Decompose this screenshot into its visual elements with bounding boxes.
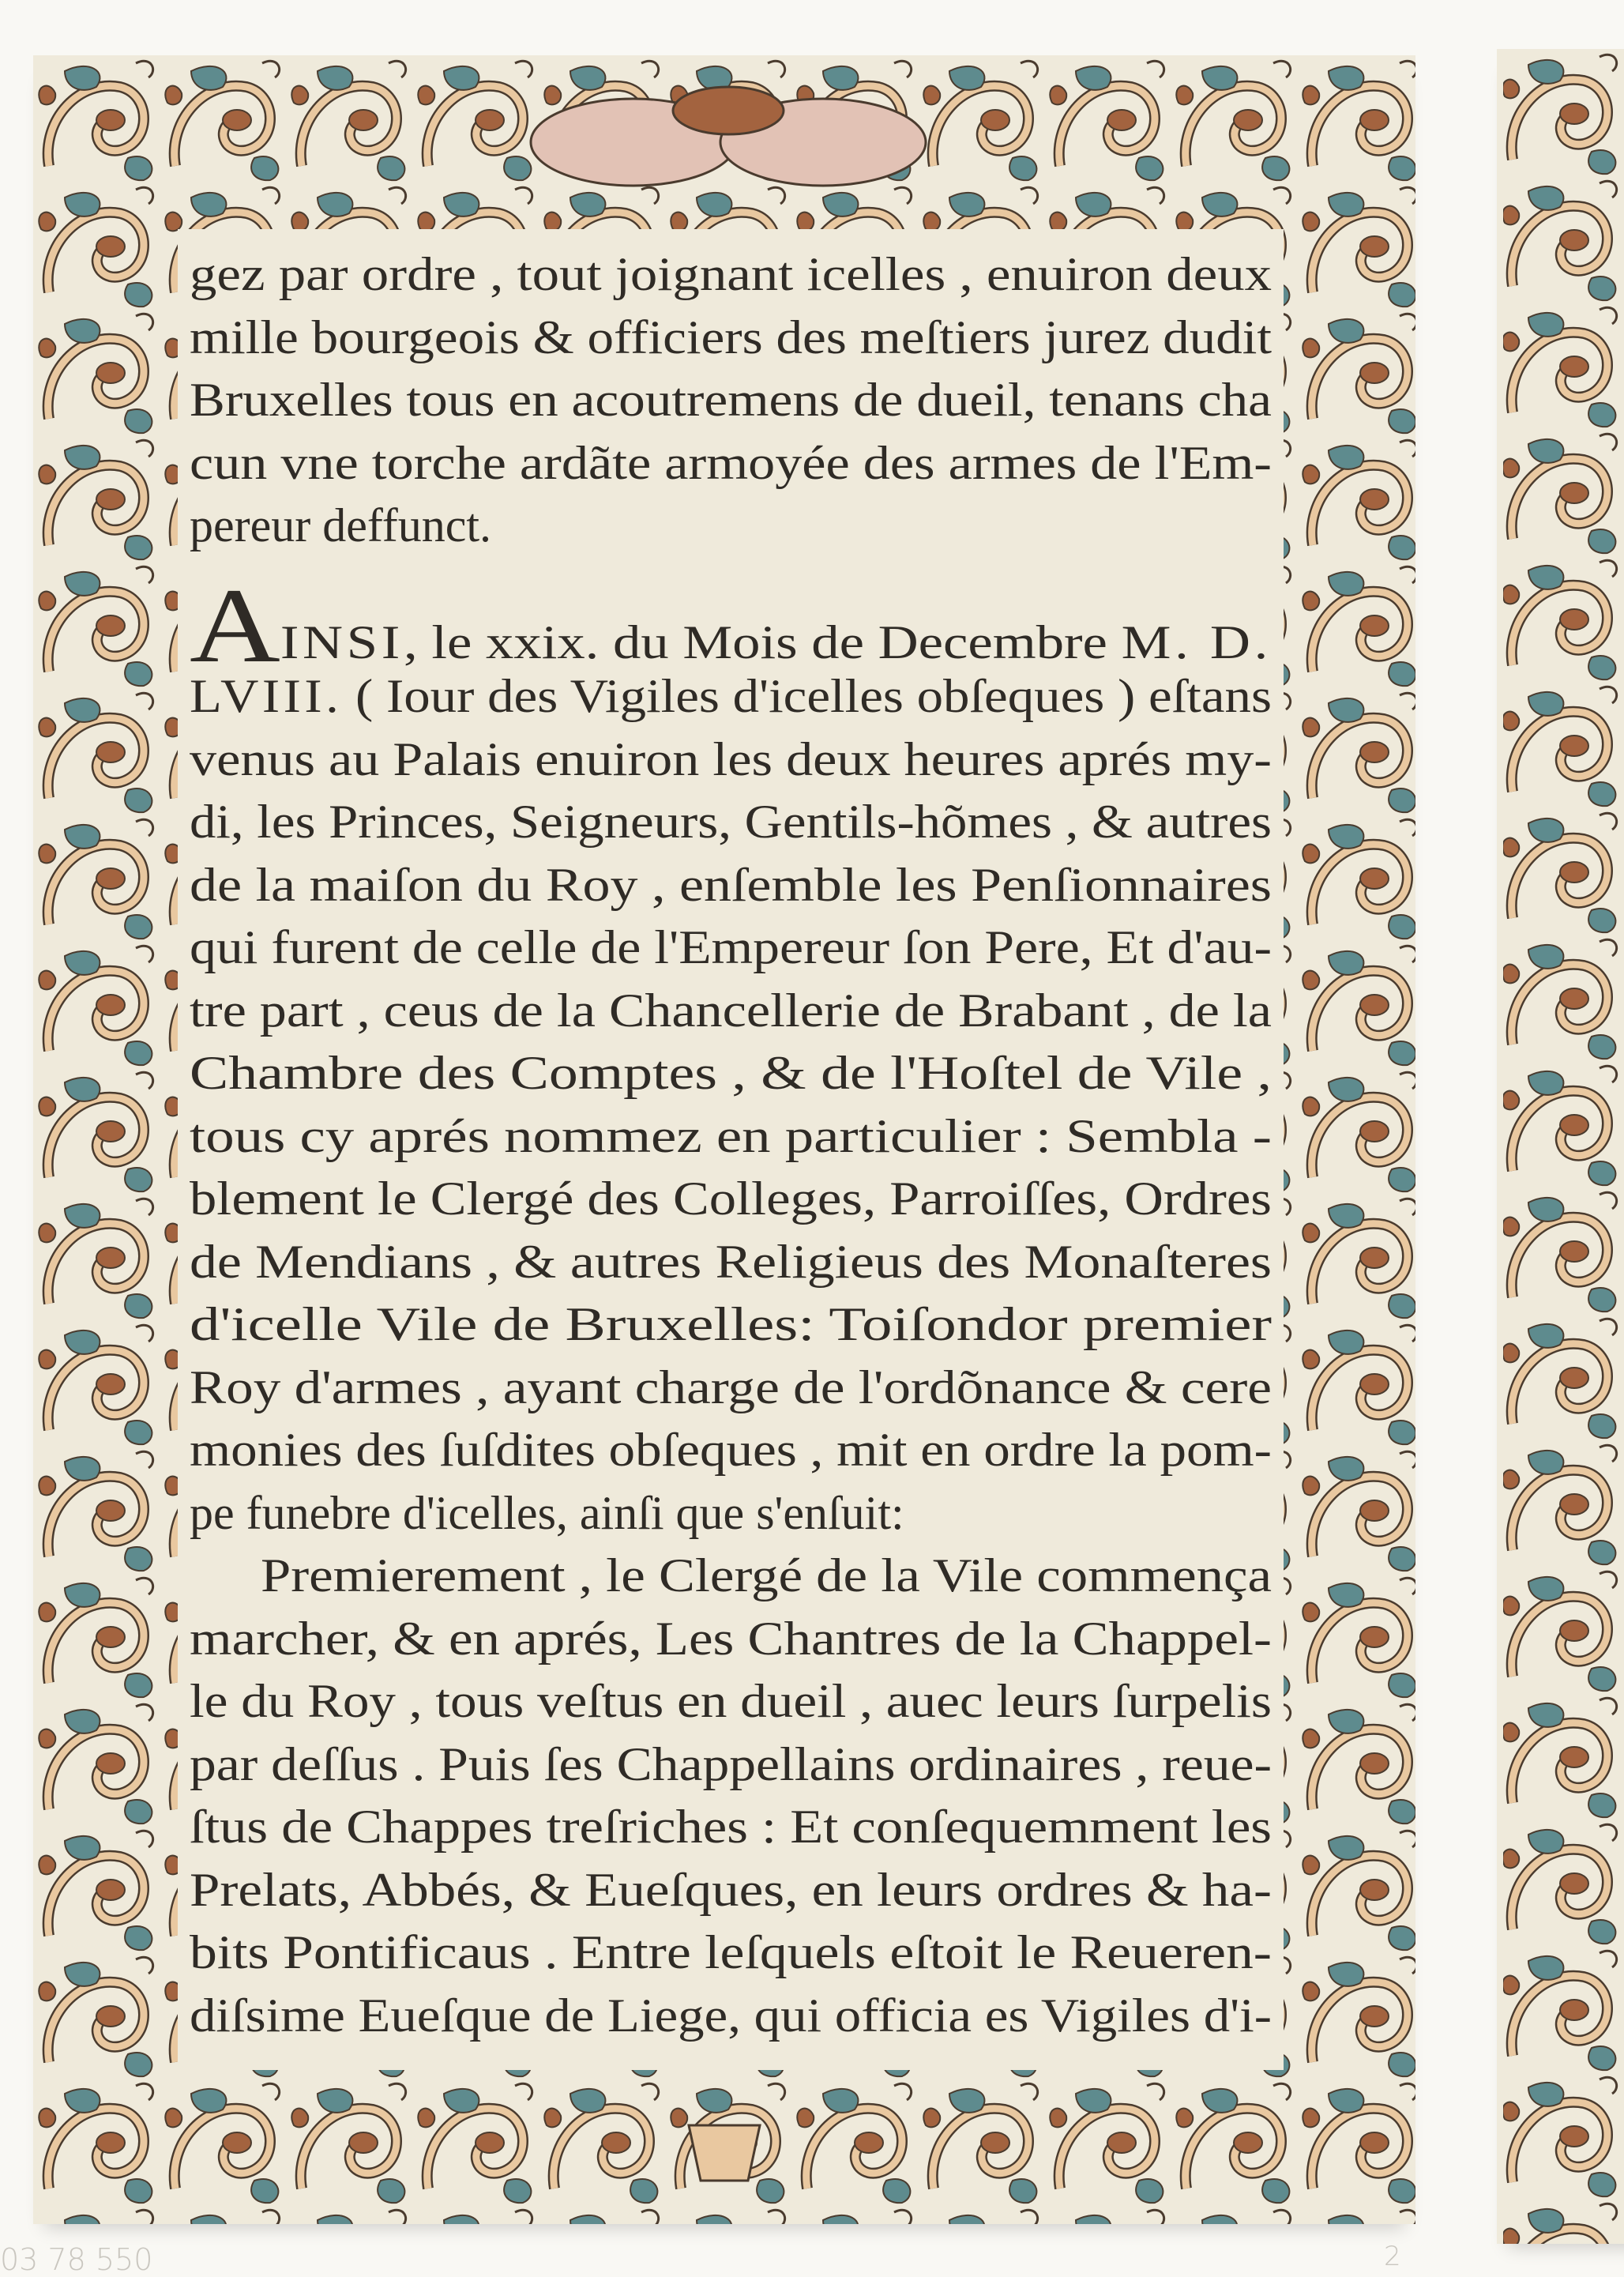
small-caps-text: LVIII. [190, 670, 343, 722]
small-caps-text: INSI [280, 615, 404, 668]
body-text [190, 243, 1272, 2047]
text-line [190, 1231, 1272, 1294]
adjacent-page-border-ornament [1497, 49, 1624, 2244]
text-line [190, 728, 1272, 792]
text-line-content [190, 566, 1272, 685]
text-line [190, 1733, 1272, 1797]
text-line [190, 1796, 1272, 1859]
text-line [190, 1105, 1272, 1169]
text-line-content [190, 665, 1272, 728]
text-line [190, 1293, 1272, 1357]
text-line [190, 916, 1272, 980]
text-line-content: cun vne torche ardãte armoyée des armes de l'Em- [190, 436, 1272, 489]
text-line [190, 243, 1272, 307]
text-line-content: gez par ordre , tout joignant icelles , enuiron deux [190, 248, 1272, 300]
text-line-content: par deſſus . Puis ſes Chappellains ordinaires , reue- [190, 1737, 1272, 1790]
text-line-content: bits Pontificaus . Entre leſquels eſtoit le Reueren- [190, 1926, 1272, 1978]
text-line [190, 1357, 1272, 1420]
text-line-content: qui furent de celle de l'Empereur ſon Pere, Et d'au- [190, 921, 1272, 973]
text-line-content: tre part , ceus de la Chancellerie de Brabant , de la [190, 984, 1273, 1037]
text-line [190, 1670, 1272, 1733]
adjacent-page-edge [1497, 49, 1624, 2244]
text-line [190, 1859, 1272, 1922]
text-line [190, 854, 1272, 917]
text-line [190, 1545, 1272, 1608]
text-line [190, 1482, 1272, 1545]
text-line [190, 1419, 1272, 1482]
text-run: ( Iour des Vigiles d'icelles obſeques ) eſtans [342, 670, 1272, 722]
text-line-content: di, les Princes, Seigneurs, Gentils-hõmes , & autres [190, 796, 1272, 848]
text-line [190, 307, 1272, 370]
inventory-number: 03 78 550 [0, 2242, 153, 2277]
text-line-content: marcher, & en aprés, Les Chantres de la Chappel- [190, 1612, 1272, 1665]
text-line [190, 432, 1272, 495]
text-line-content: venus au Palais enuiron les deux heures aprés my- [190, 732, 1272, 785]
text-line [190, 980, 1272, 1043]
text-line-content: pe funebre d'icelles, ainſi que s'enſuit: [190, 1486, 904, 1539]
text-line-content: le du Roy , tous veſtus en dueil , auec leurs ſurpelis [190, 1675, 1273, 1727]
text-line-content: mille bourgeois & officiers des meſtiers jurez dudit [190, 310, 1272, 363]
text-line-content: pereur deffunct. [190, 499, 492, 551]
text-line [190, 495, 1272, 558]
text-line-content: blement le Clergé des Colleges, Parroiſſes, Ordres [190, 1172, 1272, 1225]
text-line-content: Roy d'armes , ayant charge de l'ordõnance & cere [190, 1361, 1272, 1413]
text-line [190, 566, 1272, 685]
text-run: , le xxix. du Mois de Decembre [404, 615, 1122, 668]
small-caps-text: M. D. [1121, 615, 1272, 668]
text-line [190, 1168, 1272, 1231]
text-line-content: de Mendians , & autres Religieus des Monaſteres [190, 1235, 1272, 1288]
page-number: 2 [1384, 2241, 1401, 2272]
text-line-content: Bruxelles tous en acoutremens de dueil, tenans cha [190, 374, 1272, 426]
text-line [190, 1042, 1272, 1105]
text-line-content: de la maiſon du Roy , enſemble les Penſionnaires [190, 858, 1272, 911]
text-line-content: ſtus de Chappes treſriches : Et conſequemment les [190, 1801, 1272, 1853]
text-line [190, 1608, 1272, 1671]
text-line [190, 791, 1272, 854]
text-line-content: d'icelle Vile de Bruxelles: Toiſondor premier [190, 1298, 1272, 1350]
text-line-content: tous cy aprés nommez en particulier : Sembla - [190, 1109, 1272, 1162]
text-line [190, 369, 1272, 432]
document-page [33, 55, 1415, 2224]
text-line [190, 1921, 1272, 1985]
text-line-content: Prelats, Abbés, & Eueſques, en leurs ordres & ha- [190, 1863, 1272, 1916]
text-line [190, 665, 1272, 728]
text-line-content: Premierement , le Clergé de la Vile commença [261, 1549, 1272, 1601]
drop-cap: A [190, 566, 280, 685]
text-line-content: diſsime Eueſque de Liege, qui officia es Vigiles d'i- [190, 1989, 1272, 2042]
text-line [190, 1985, 1272, 2048]
vase-vignette [689, 2125, 760, 2181]
text-line-content: monies des ſuſdites obſeques , mit en ordre la pom- [190, 1424, 1272, 1476]
text-line-content: Chambre des Comptes , & de l'Hoſtel de Vile , [190, 1047, 1272, 1099]
